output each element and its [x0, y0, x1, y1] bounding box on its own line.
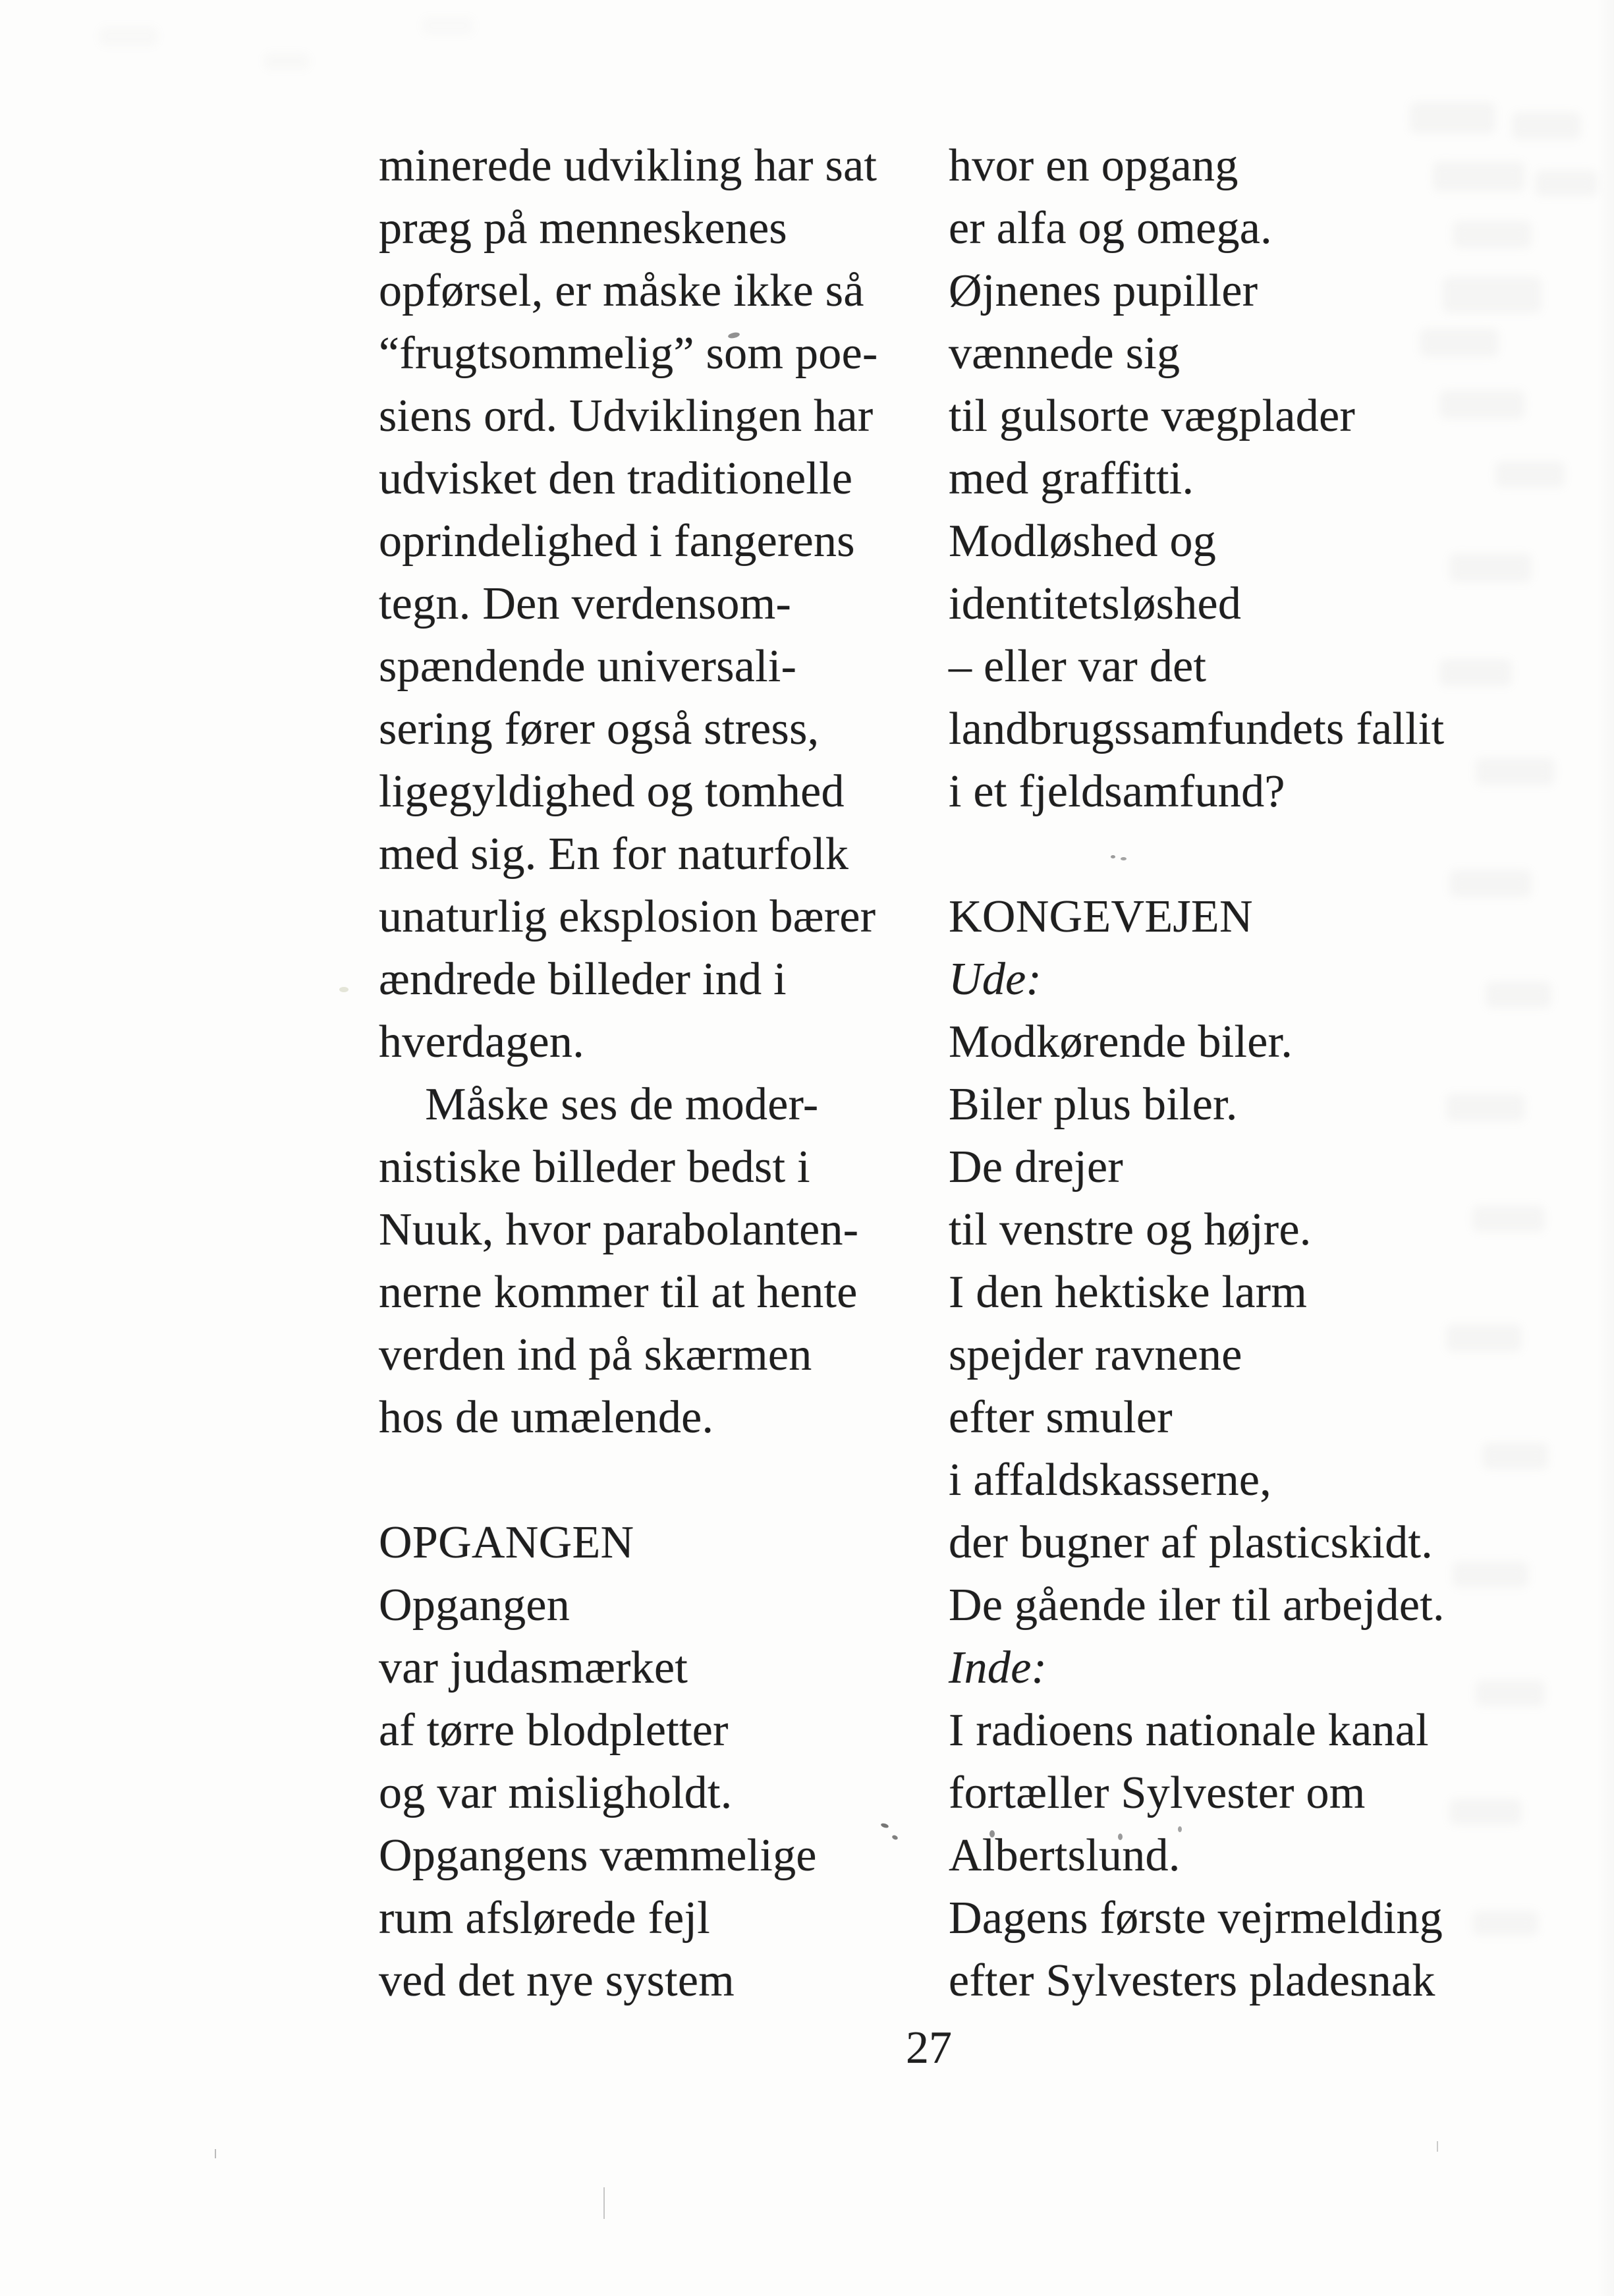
poem-line: Opgangens væmmelige — [379, 1830, 817, 1881]
poem-line: var judasmærket — [379, 1642, 688, 1693]
poem-line: i et fjeldsamfund? — [949, 766, 1285, 817]
poem-line: Inde: — [949, 1642, 1047, 1693]
poem-line: Nuuk, hvor parabolanten- — [379, 1204, 859, 1255]
poem-line: nistiske billeder bedst i — [379, 1142, 810, 1192]
poem-line: siens ord. Udviklingen har — [379, 391, 874, 441]
poem-line: hvor en opgang — [949, 140, 1238, 191]
poem-line: “frugtsommelig” som poe- — [379, 328, 878, 379]
poem-line: unaturlig eksplosion bærer — [379, 891, 876, 942]
bleed-through-mark — [1535, 170, 1598, 196]
poem-line: oprindelighed i fangerens — [379, 516, 855, 567]
poem-line: De gående iler til arbejdet. — [949, 1580, 1445, 1631]
poem-line: i affaldskasserne, — [949, 1455, 1272, 1505]
poem-line: med sig. En for naturfolk — [379, 829, 849, 880]
poem-line: Modløshed og — [949, 516, 1217, 567]
poem-line: landbrugssamfundets fallit — [949, 704, 1445, 754]
poem-line: og var misligholdt. — [379, 1768, 733, 1818]
poem-line: sering fører også stress, — [379, 704, 820, 754]
bleed-through-mark — [1410, 102, 1495, 134]
bleed-through-mark — [99, 26, 158, 46]
poem-line: til gulsorte vægplader — [949, 391, 1356, 441]
poem-line: Ude: — [949, 954, 1042, 1005]
poem-line: efter Sylvesters pladesnak — [949, 1955, 1435, 2006]
poem-line: vænnede sig — [949, 328, 1181, 379]
scan-speck — [339, 987, 348, 992]
poem-line: OPGANGEN — [379, 1517, 634, 1568]
scan-hairline — [603, 2187, 605, 2219]
poem-line: ligegyldighed og tomhed — [379, 766, 845, 817]
poem-line: Måske ses de moder- — [379, 1079, 819, 1130]
poem-line: minerede udvikling har sat — [379, 140, 877, 191]
poem-line: Biler plus biler. — [949, 1079, 1238, 1130]
poem-line: spejder ravnene — [949, 1330, 1242, 1380]
poem-line: De drejer — [949, 1142, 1124, 1192]
poem-line: Albertslund. — [949, 1830, 1181, 1881]
poem-line: til venstre og højre. — [949, 1204, 1312, 1255]
poem-line: med graffitti. — [949, 453, 1194, 504]
poem-line: præg på menneskenes — [379, 203, 787, 254]
poem-line: – eller var det — [949, 641, 1207, 692]
poem-line: nerne kommer til at hente — [379, 1267, 858, 1318]
poem-line — [949, 823, 1528, 885]
poem-line: ændrede billeder ind i — [379, 954, 787, 1005]
poem-line: hverdagen. — [379, 1017, 585, 1067]
poem-line: Opgangen — [379, 1580, 570, 1631]
poem-line: I radioens nationale kanal — [949, 1705, 1429, 1756]
poem-line: verden ind på skærmen — [379, 1330, 812, 1380]
poem-line: I den hektiske larm — [949, 1267, 1308, 1318]
bleed-through-mark — [422, 16, 474, 35]
poem-line: spændende universali- — [379, 641, 797, 692]
poem-line: rum afslørede fejl — [379, 1893, 710, 1944]
poem-line: Øjnenes pupiller — [949, 266, 1258, 316]
poem-line: opførsel, er måske ikke så — [379, 266, 864, 316]
page-number: 27 — [906, 2023, 952, 2073]
poem-line: identitetsløshed — [949, 578, 1242, 629]
poem-line: udvisket den traditionelle — [379, 453, 853, 504]
poem-line: af tørre blodpletter — [379, 1705, 729, 1756]
scan-hairline — [215, 2149, 216, 2158]
poem-line: efter smuler — [949, 1392, 1173, 1443]
poem-line: tegn. Den verdensom- — [379, 578, 792, 629]
poem-line — [379, 1449, 945, 1511]
poem-line: fortæller Sylvester om — [949, 1768, 1366, 1818]
poem-line: hos de umælende. — [379, 1392, 714, 1443]
poem-line: ved det nye system — [379, 1955, 735, 2006]
bleed-through-mark — [264, 53, 310, 70]
poem-line: er alfa og omega. — [949, 203, 1272, 254]
scan-hairline — [1437, 2141, 1438, 2152]
poem-line: der bugner af plasticskidt. — [949, 1517, 1433, 1568]
page-edge-shadow — [1597, 0, 1614, 2296]
left-text-column — [379, 134, 945, 2012]
poem-line: Modkørende biler. — [949, 1017, 1293, 1067]
poem-line: Dagens første vejrmelding — [949, 1893, 1443, 1944]
poem-line: KONGEVEJEN — [949, 891, 1253, 942]
right-text-column — [949, 134, 1528, 2012]
